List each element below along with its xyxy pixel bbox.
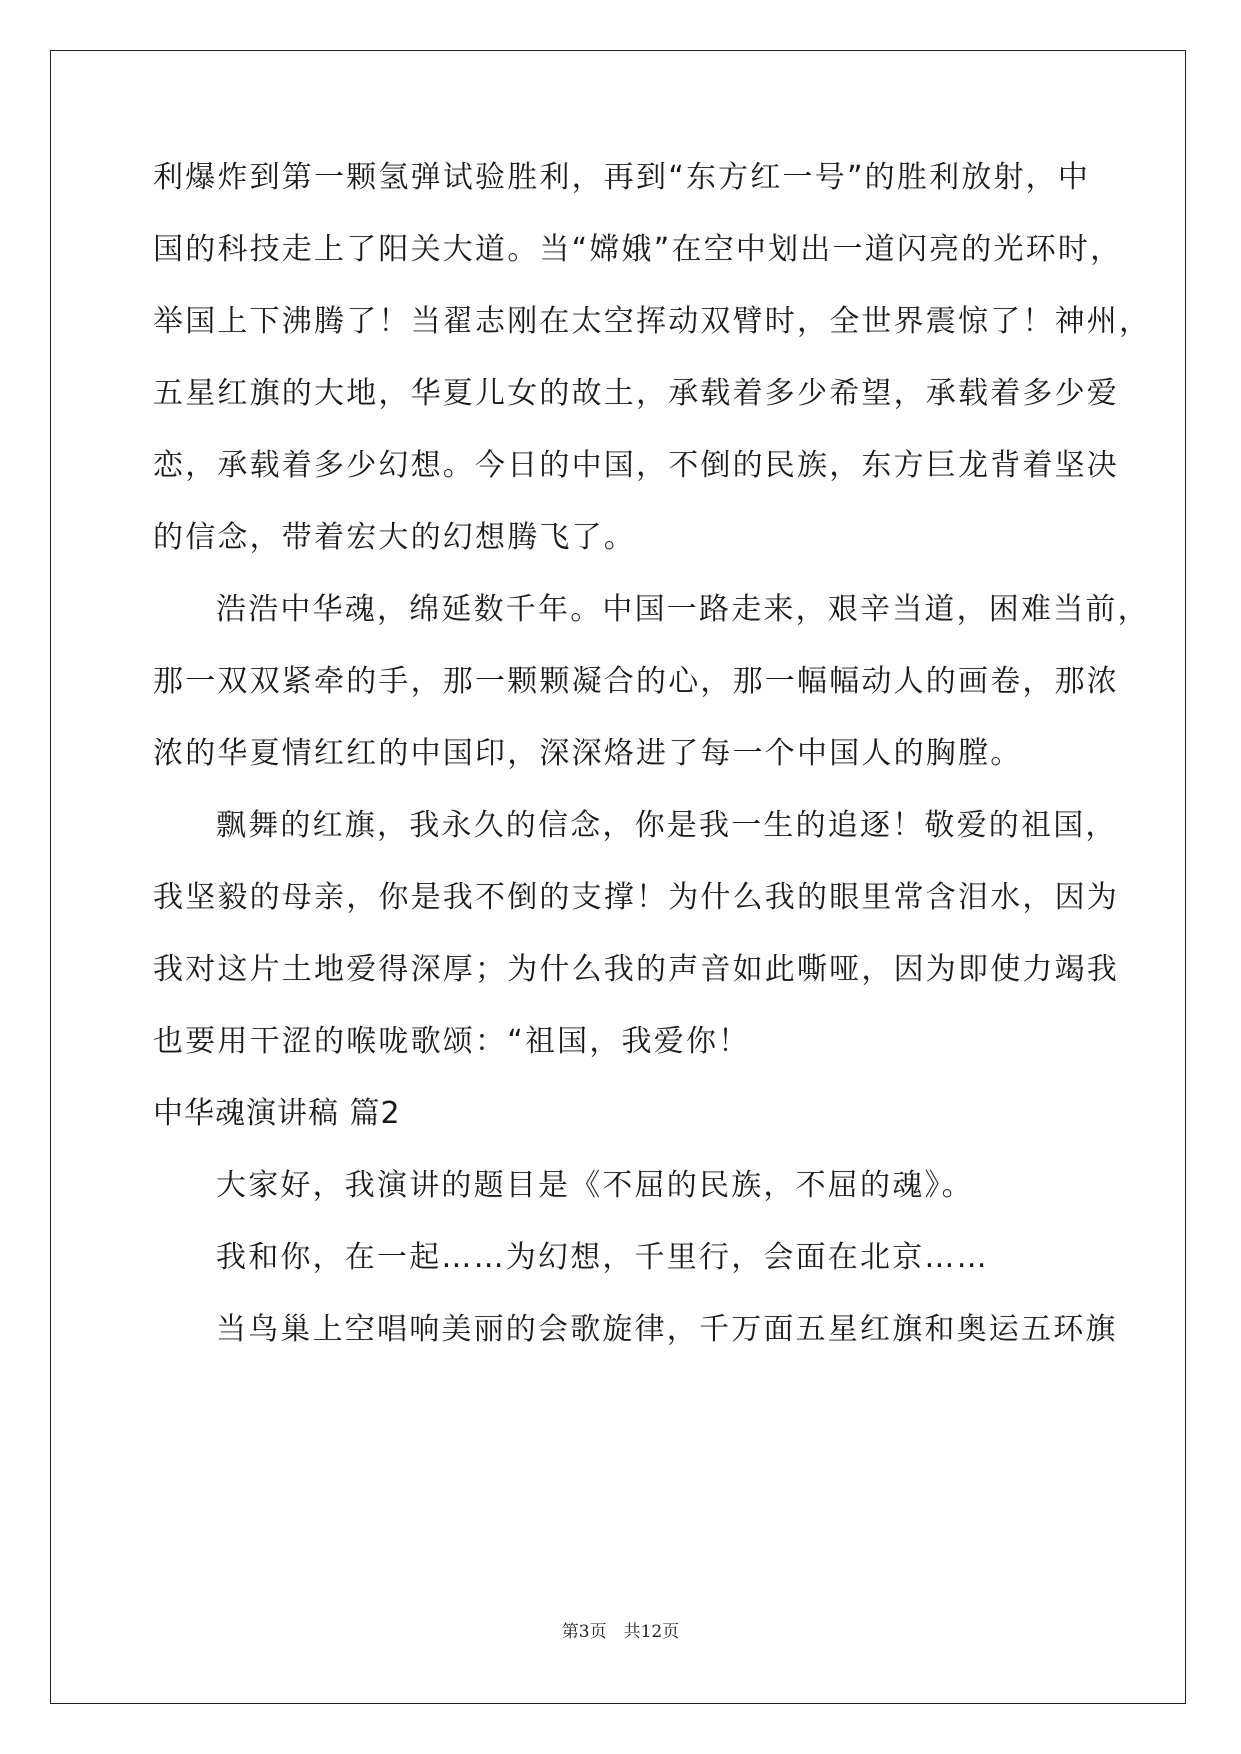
text-line: 恋，承载着多少幻想。今日的中国，不倒的民族，东方巨龙背着坚决 <box>153 448 1119 483</box>
paragraph-first-line: 大家好，我演讲的题目是《不屈的民族，不屈的魂》。 <box>216 1168 974 1203</box>
text-line: 我对这片土地爱得深厚；为什么我的声音如此嘶哑，因为即使力竭我 <box>153 952 1119 987</box>
paragraph-first-line: 飘舞的红旗，我永久的信念，你是我一生的追逐！敬爱的祖国， <box>216 808 1118 843</box>
page-number-footer: 第3页 共12页 <box>561 1622 680 1642</box>
text-line: 五星红旗的大地，华夏儿女的故土，承载着多少希望，承载着多少爱 <box>153 376 1119 411</box>
text-line: 我坚毅的母亲，你是我不倒的支撑！为什么我的眼里常含泪水，因为 <box>153 880 1119 915</box>
text-line: 那一双双紧牵的手，那一颗颗凝合的心，那一幅幅动人的画卷，那浓 <box>153 664 1119 699</box>
text-line: 的信念，带着宏大的幻想腾飞了。 <box>153 520 636 555</box>
text-line: 举国上下沸腾了！当翟志刚在太空挥动双臂时，全世界震惊了！神州， <box>153 304 1152 339</box>
text-line: 利爆炸到第一颗氢弹试验胜利，再到“东方红一号”的胜利放射，中 <box>153 160 1091 195</box>
paragraph-first-line: 我和你，在一起……为幻想，千里行，会面在北京…… <box>216 1240 989 1275</box>
text-line: 浓的华夏情红红的中国印，深深烙进了每一个中国人的胸膛。 <box>153 736 1023 771</box>
text-line: 也要用干涩的喉咙歌颂：“祖国，我爱你！ <box>153 1024 751 1059</box>
paragraph-first-line: 浩浩中华魂，绵延数千年。中国一路走来，艰辛当道，困难当前， <box>216 592 1150 627</box>
section-heading: 中华魂演讲稿 篇2 <box>153 1096 401 1131</box>
text-line: 国的科技走上了阳关大道。当“嫦娥”在空中划出一道闪亮的光环时， <box>153 232 1123 267</box>
page-border <box>50 50 1186 1704</box>
paragraph-first-line: 当鸟巢上空唱响美丽的会歌旋律，千万面五星红旗和奥运五环旗 <box>216 1312 1118 1347</box>
